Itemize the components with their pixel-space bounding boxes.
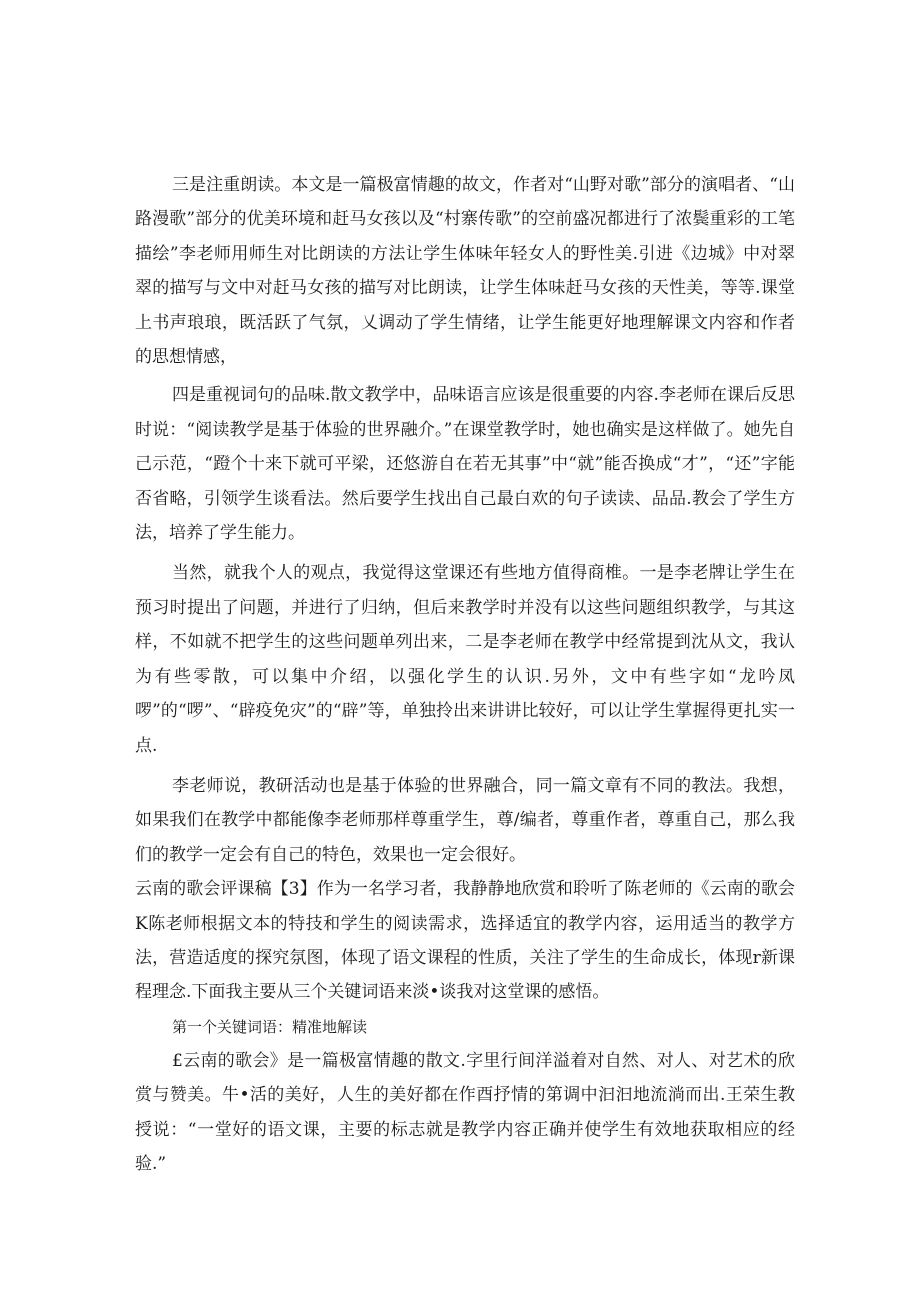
paragraph-critique: 当然，就我个人的观点，我觉得这堂课还有些地方值得商椎。一是李老牌让学生在预习时提出了问题，并进行了归纳，但后来教学时并没有以这些问题组织教学，与其这样，不如就不把学生的这些问题单列出来，二是李老师在教学中经常提到沈从文，我认为有些零散，可以集中介绍，以强化学生的认识.另外，文中有些字如“龙吟凤啰”的“啰”、“辟疫免灾”的“辟”等，单独拎出来讲讲比较好，可以让学生掌握得更扎实一点. [135, 563, 795, 756]
paragraph-review-3-intro: 云南的歌会评课稿【3】作为一名学习者，我静静地欣赏和聆听了陈老师的《云南的歌会K陈老师根据文本的特技和学生的阅读需求，选择适宜的教学内容，运用适当的教学方法，营造适度的探究氛图，体现了语文课程的性质，关注了学生的生命成长，体现r新课程理念.下面我主要从三个关键词语来淡•谈我对这堂课的感悟。 [135, 879, 795, 1003]
paragraph-precise-interpretation: £云南的歌会》是一篇极富情趣的散文.字里行间洋溢着对自然、对人、对艺术的欣赏与赞美。牛•活的美好，人生的美好都在作酉抒情的第调中汩汩地流淌而出.王荣生教授说：“一堂好的语文课，主要的标志就是教学内容正确并使学生有效地获取相应的经验.” [135, 1050, 795, 1174]
section-heading: 第一个关键词语：精准地解读 [172, 1017, 368, 1036]
paragraph-reading-aloud: 三是注重朗读。本文是一篇极富情趣的故文，作者对“山野对歌”部分的演唱者、“山路漫歌”部分的优美环境和赶马女孩以及“村寨传歌”的空前盛况都进行了浓鬓重彩的工笔描绘”李老师用师生对比朗读的方法让学生体味年轻女人的野性美.引进《边城》中对翠翠的描写与文中对赶马女孩的描写对比朗读，让学生体味赶马女孩的天性美，等等.课堂上书声琅琅，既活跃了气氛，乂调动了学生情绪，让学生能更好地理解课文内容和作者的思想情感， [135, 175, 795, 368]
document-body [135, 168, 795, 1187]
paragraph-conclusion: 李老师说，教研活动也是基于体验的世界融合，同一篇文章有不同的教法。我想，如果我们在教学中都能像李老师那样尊重学生，尊/编者，尊重作者，尊重自己，那么我们的教学一定会有自己的特色，效果也一定会很好。 [135, 775, 795, 865]
paragraph-word-appreciation: 四是重视词句的品味.散文教学中，品味语言应该是很重要的内容.李老师在课后反思时说：“阅读教学是基于体验的世界融介。”在课堂教学时，她也确实是这样做了。她先自己示范，“蹬个十来下就可平梁，还悠游自在若无其事”中“就”能否换成“才”，“还”字能否省略，引领学生谈看法。然后要学生找出自己最白欢的句子读读、品品.教会了学生方法，培养了学生能力。 [135, 385, 795, 544]
